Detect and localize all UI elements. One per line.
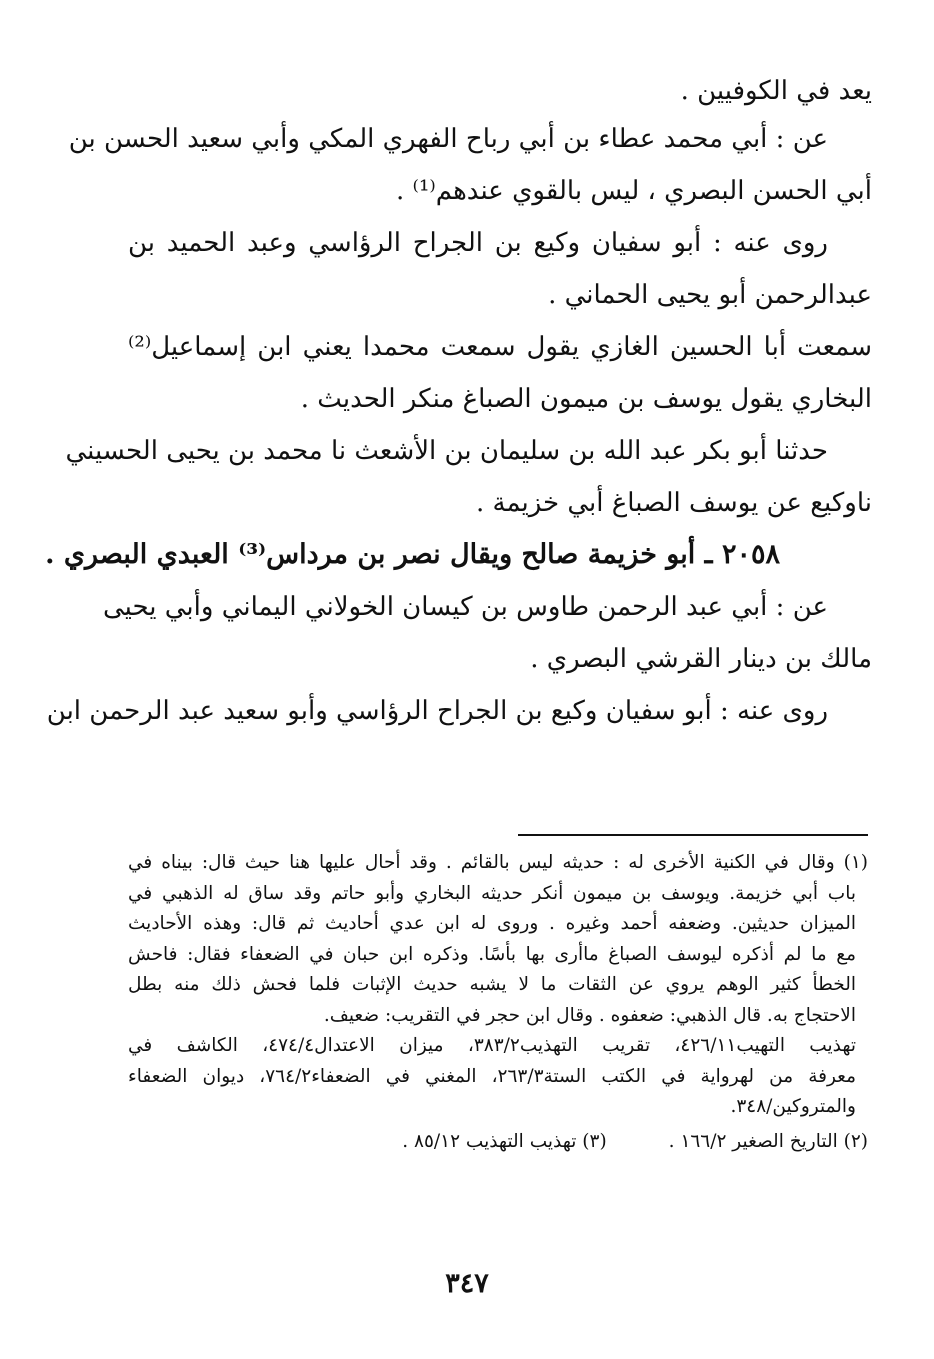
text-line: روى عنه : أبو سفيان وكيع بن الجراح الرؤاسي وأبو سعيد عبد الرحمن ابن [46,696,828,726]
text-line: مالك بن دينار القرشي البصري . [530,644,872,674]
footnote-line: معرفة من لهرواية في الكتب الستة٢٦٣/٣، المغني في الضعفاء٧٦٤/٢، ديوان الضعفاء [128,1065,857,1087]
footnote-line: مع ما لم أذكره ليوسف الصباغ ماأرى بها بأسًا. وذكره ابن حبان في الضعفاء فقال: فاحش [128,943,856,965]
footnote-separator [518,834,868,836]
text-line: أبي الحسن البصري ، ليس بالقوي عندهم⁽¹⁾ . [396,176,872,206]
text-line: روى عنه : أبو سفيان وكيع بن الجراح الرؤاسي وعبد الحميد بن [128,228,828,258]
entry-heading: ٢٠٥٨ ـ أبو خزيمة صالح ويقال نصر بن مرداس⁽³⁾ العبدي البصري . [45,539,780,570]
text-line: عن : أبي عبد الرحمن طاوس بن كيسان الخولاني اليماني وأبي يحيى [102,592,828,622]
text-line: عبدالرحمن أبو يحيى الحماني . [548,280,872,310]
footnote-3: (٣) تهذيب التهذيب ٨٥/١٢ . [402,1130,607,1152]
footnote-line: والمتروكين/٣٤٨. [730,1096,856,1117]
footnote-line: الخطأ كثير الوهم يروي عن الثقات ما لا يشبه حديث الإثبات فلما فحش ذلك منه بطل [128,974,856,995]
main-text [45,72,872,744]
text-line: ناوكيع عن يوسف الصباغ أبي خزيمة . [475,488,872,518]
text-line: يعد في الكوفيين . [680,76,872,106]
text-line: سمعت أبا الحسين الغازي يقول سمعت محمدا يعني ابن إسماعيل⁽²⁾ [128,332,872,362]
footnote-line: الاحتجاج به. قال الذهبي: ضعفوه . وقال ابن حجر في التقريب: ضعيف. [323,1004,856,1026]
text-line: البخاري يقول يوسف بن ميمون الصباغ منكر الحديث . [300,384,872,414]
footnotes [128,848,868,1157]
footnote-row [128,1127,868,1157]
footnote-line: (١) وقال في الكنية الأخرى له : حديثه ليس بالقائم . وقد أحال عليها هنا حيث قال: بيناه في [128,852,868,873]
footnote-line: الميزان حديثين. وضعفه أحمد وغيره . وروى له ابن عدي أحاديث ثم قال: وهذه الأحاديث [128,913,856,934]
footnote-2: (٢) التاريخ الصغير ١٦٦/٢ . [668,1130,868,1152]
text-line: عن : أبي محمد عطاء بن أبي رباح الفهري المكي وأبي سعيد الحسن بن [68,124,828,154]
footnote-line: تهذيب التهيب٤٢٦/١١، تقريب التهذيب٣٨٣/٢، ميزان الاعتدال٤٧٤/٤، الكاشف في [128,1035,856,1056]
footnote-line: باب أبي خزيمة. ويوسف بن ميمون أنكر حديثه البخاري وأبو حاتم وقد ساق له الذهبي في [128,882,856,904]
page-number: ٣٤٧ [445,1268,489,1299]
text-line: حدثنا أبو بكر عبد الله بن سليمان بن الأشعث نا محمد بن يحيى الحسيني [65,436,828,466]
